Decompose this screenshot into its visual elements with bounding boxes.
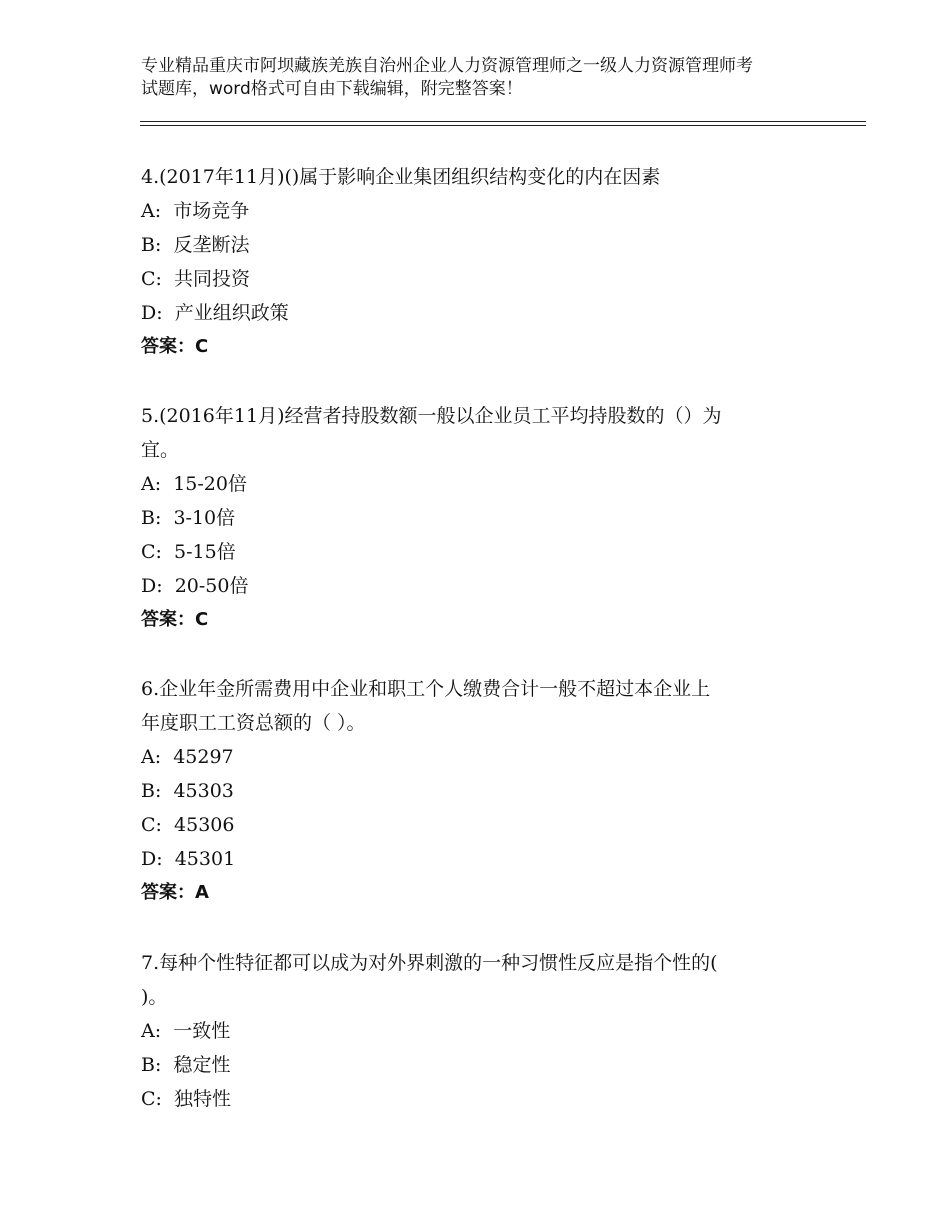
option-d: D: 45301 <box>141 848 236 870</box>
question-5 <box>141 399 821 637</box>
header-divider <box>140 125 866 126</box>
option-a: A: 市场竞争 <box>141 200 250 222</box>
question-stem-continued: 年度职工工资总额的（ ）。 <box>141 712 366 734</box>
answer-label: 答案：C <box>141 336 209 357</box>
option-d: D: 20-50倍 <box>141 575 249 597</box>
option-c: C: 45306 <box>141 814 235 836</box>
option-b: B: 3-10倍 <box>141 507 236 529</box>
answer-label: 答案：A <box>141 882 209 903</box>
header-line-1: 专业精品重庆市阿坝藏族羌族自治州企业人力资源管理师之一级人力资源管理师考 <box>141 56 753 76</box>
option-d: D: 产业组织政策 <box>141 302 289 324</box>
option-a: A: 15-20倍 <box>141 473 247 495</box>
option-a: A: 45297 <box>141 746 234 768</box>
question-stem-continued: 宜。 <box>141 439 180 461</box>
question-stem: 4.(2017年11月)()属于影响企业集团组织结构变化的内在因素 <box>141 166 661 188</box>
option-a: A: 一致性 <box>141 1020 231 1042</box>
option-b: B: 反垄断法 <box>141 234 250 256</box>
question-stem-continued: )。 <box>141 986 168 1008</box>
answer-label: 答案：C <box>141 609 209 630</box>
question-stem: 5.(2016年11月)经营者持股数额一般以企业员工平均持股数的（）为 <box>141 405 722 427</box>
document-header <box>141 55 831 101</box>
question-stem: 7.每种个性特征都可以成为对外界刺激的一种习惯性反应是指个性的( <box>141 952 718 974</box>
option-b: B: 稳定性 <box>141 1054 231 1076</box>
option-b: B: 45303 <box>141 780 234 802</box>
question-stem: 6.企业年金所需费用中企业和职工个人缴费合计一般不超过本企业上 <box>141 678 711 700</box>
question-4 <box>141 160 821 364</box>
option-c: C: 5-15倍 <box>141 541 236 563</box>
header-divider <box>140 121 866 122</box>
question-6 <box>141 672 821 910</box>
option-c: C: 共同投资 <box>141 268 251 290</box>
option-c: C: 独特性 <box>141 1088 232 1110</box>
question-7 <box>141 946 821 1116</box>
header-line-2: 试题库，word格式可自由下载编辑，附完整答案！ <box>141 79 523 99</box>
